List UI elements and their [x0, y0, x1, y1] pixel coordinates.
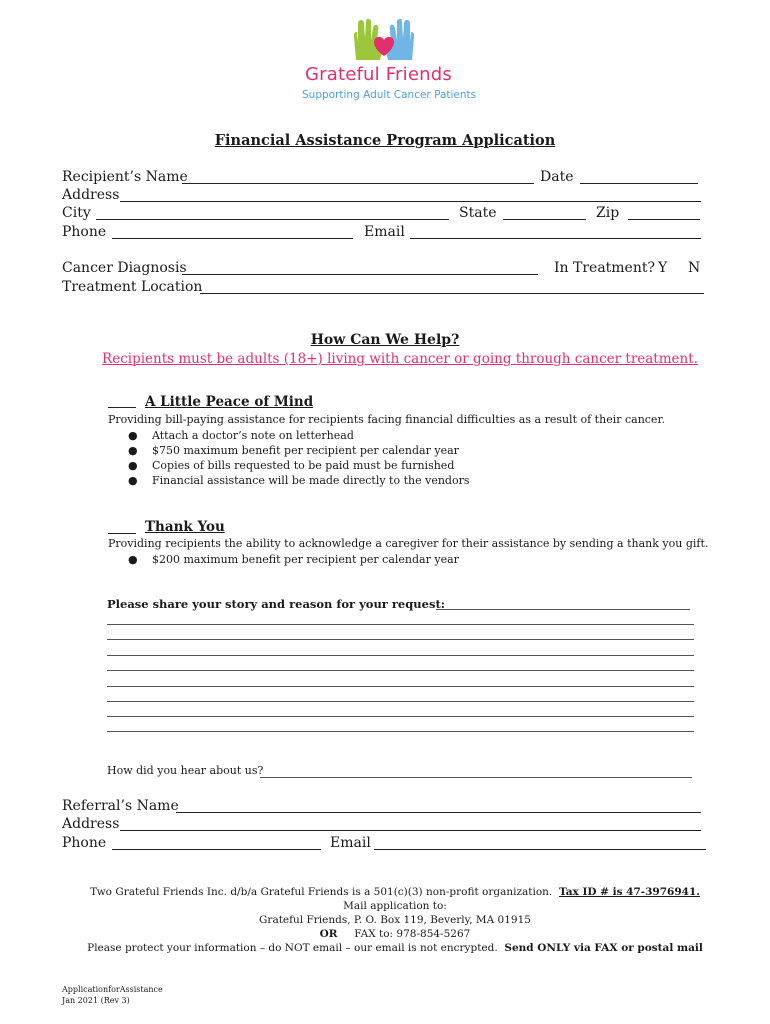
state-label: State — [459, 205, 497, 221]
story-line[interactable] — [107, 639, 694, 640]
story-line[interactable] — [107, 701, 694, 702]
list-item: ● Attach a doctor’s note on letterhead — [128, 429, 354, 442]
story-line[interactable] — [107, 655, 694, 656]
list-item: ● $750 maximum benefit per recipient per calendar year — [128, 444, 459, 457]
story-line[interactable] — [107, 731, 694, 732]
footer-org: Two Grateful Friends Inc. d/b/a Grateful Friends is a 501(c)(3) non-profit organization. — [90, 886, 553, 898]
peace-checkbox-blank[interactable] — [108, 407, 136, 408]
help-heading: How Can We Help? — [310, 332, 460, 348]
referral-name-label: Referral’s Name — [62, 798, 179, 814]
story-line[interactable] — [107, 716, 694, 717]
thanks-title: Thank You — [145, 519, 225, 535]
phone-label: Phone — [62, 224, 107, 240]
eligibility-note: Recipients must be adults (18+) living with cancer or going through cancer treatment. — [102, 351, 698, 367]
list-item: ● Financial assistance will be made directly to the vendors — [128, 474, 470, 487]
hear-about-label: How did you hear about us? — [107, 764, 264, 777]
peace-bullets — [128, 428, 470, 488]
form-id-revision: Jan 2021 (Rev 3) — [62, 996, 130, 1005]
peace-title: A Little Peace of Mind — [145, 394, 314, 410]
referral-email-label: Email — [330, 835, 371, 851]
story-line[interactable] — [107, 624, 694, 625]
phone-field[interactable] — [112, 238, 353, 239]
zip-field[interactable] — [628, 219, 700, 220]
footer-fax-line — [0, 928, 770, 940]
email-label: Email — [364, 224, 405, 240]
thanks-checkbox-blank[interactable] — [108, 533, 136, 534]
form-title: Financial Assistance Program Application — [214, 132, 556, 149]
story-label: Please share your story and reason for your request: — [107, 597, 445, 611]
hands-heart-logo-icon — [350, 18, 418, 64]
peace-description: Providing bill-paying assistance for recipients facing financial difficulties as a result of their cancer. — [108, 413, 665, 426]
thanks-bullets — [128, 552, 459, 567]
cancer-diagnosis-field[interactable] — [182, 274, 538, 275]
recipient-name-label: Recipient’s Name — [62, 169, 188, 185]
footer-address: Grateful Friends, P. O. Box 119, Beverly, MA 01915 — [259, 914, 531, 926]
footer-protect: Please protect your information – do NOT email – our email is not encrypted. — [87, 942, 498, 954]
footer-mail-to: Mail application to: — [343, 900, 447, 912]
address-label: Address — [62, 187, 120, 203]
hear-about-field[interactable] — [260, 777, 692, 778]
footer-or: OR — [319, 928, 338, 940]
referral-address-label: Address — [62, 816, 120, 832]
footer-send-only: Send ONLY via FAX or postal mail — [504, 942, 703, 954]
in-treatment-yes[interactable]: Y — [658, 260, 668, 276]
cancer-diagnosis-label: Cancer Diagnosis — [62, 260, 187, 276]
footer-tax-id: Tax ID # is 47-3976941. — [558, 886, 700, 898]
logo-name: Grateful Friends — [305, 64, 452, 85]
story-line[interactable] — [107, 670, 694, 671]
logo-tagline: Supporting Adult Cancer Patients — [302, 89, 477, 101]
treatment-location-label: Treatment Location — [62, 279, 203, 295]
referral-phone-field[interactable] — [112, 849, 321, 850]
in-treatment-label: In Treatment? — [554, 260, 655, 276]
referral-address-field[interactable] — [120, 830, 701, 831]
city-field[interactable] — [96, 219, 449, 220]
address-field[interactable] — [120, 201, 701, 202]
list-item: ● $200 maximum benefit per recipient per calendar year — [128, 553, 459, 566]
state-field[interactable] — [503, 219, 586, 220]
list-item: ● Copies of bills requested to be paid must be furnished — [128, 459, 455, 472]
thanks-description: Providing recipients the ability to acknowledge a caregiver for their assistance by sending a thank you gift. — [108, 537, 709, 550]
recipient-name-field[interactable] — [182, 183, 534, 184]
story-line-first[interactable] — [436, 609, 690, 610]
zip-label: Zip — [596, 205, 620, 221]
footer-fax: FAX to: 978-854-5267 — [354, 928, 471, 940]
form-id-name: ApplicationforAssistance — [62, 985, 163, 994]
in-treatment-no[interactable]: N — [688, 260, 701, 276]
date-label: Date — [540, 169, 574, 185]
footer-org-line — [0, 886, 770, 898]
referral-email-field[interactable] — [374, 849, 706, 850]
story-line[interactable] — [107, 686, 694, 687]
date-field[interactable] — [580, 183, 698, 184]
email-field[interactable] — [410, 238, 701, 239]
footer-protect-line — [0, 942, 770, 954]
treatment-location-field[interactable] — [200, 293, 704, 294]
referral-phone-label: Phone — [62, 835, 107, 851]
referral-name-field[interactable] — [176, 812, 701, 813]
city-label: City — [62, 205, 91, 221]
